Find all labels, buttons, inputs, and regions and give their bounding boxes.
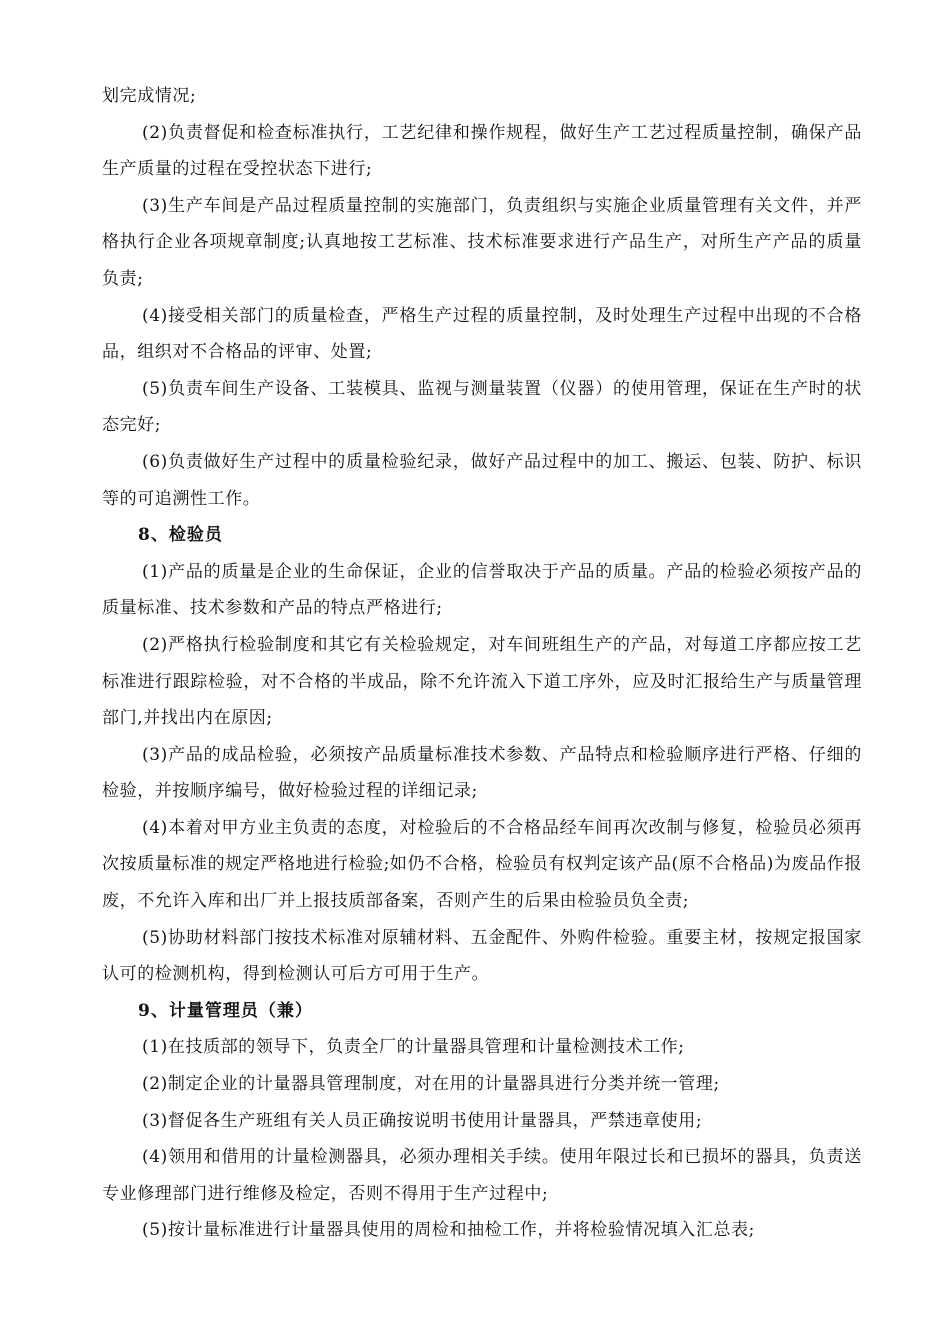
duty-8-1: (1)产品的质量是企业的生命保证，企业的信誉取决于产品的质量。产品的检验必须按产品的质量标准、技术参数和产品的特点严格进行;	[102, 561, 862, 619]
duty-8-4: (4)本着对甲方业主负责的态度，对检验后的不合格品经车间再次改制与修复，检验员必须再次按质量标准的规定严格地进行检验;如仍不合格，检验员有权判定该产品(原不合格品)为废品作报废，不允许入库和出厂并上报技质部备案，否则产生的后果由检验员负全责;	[102, 817, 862, 912]
continued-line: 划完成情况;	[102, 86, 197, 106]
duty-9-3: (3)督促各生产班组有关人员正确按说明书使用计量器具，严禁违章使用;	[142, 1110, 703, 1131]
duty-7-5: (5)负责车间生产设备、工装模具、监视与测量装置（仪器）的使用管理，保证在生产时的状态完好;	[102, 378, 862, 436]
duty-8-2: (2)严格执行检验制度和其它有关检验规定，对车间班组生产的产品，对每道工序都应按工艺标准进行跟踪检验，对不合格的半成品，除不允许流入下道工序外，应及时汇报给生产与质量管理部门,并找出内在原因;	[102, 634, 862, 729]
duty-7-4: (4)接受相关部门的质量检查，严格生产过程的质量控制，及时处理生产过程中出现的不合格品，组织对不合格品的评审、处置;	[102, 305, 862, 363]
document-body	[102, 78, 862, 1249]
duty-9-5: (5)按计量标准进行计量器具使用的周检和抽检工作，并将检验情况填入汇总表;	[142, 1220, 756, 1241]
section-heading-metrology: 9、计量管理员（兼）	[138, 1000, 313, 1021]
duty-7-6: (6)负责做好生产过程中的质量检验纪录，做好产品过程中的加工、搬运、包装、防护、标识等的可追溯性工作。	[102, 451, 862, 509]
duty-9-4: (4)领用和借用的计量检测器具，必须办理相关手续。使用年限过长和已损坏的器具，负责送专业修理部门进行维修及检定，否则不得用于生产过程中;	[102, 1147, 862, 1204]
section-heading-inspector: 8、检验员	[138, 525, 223, 546]
duty-7-3: (3)生产车间是产品过程质量控制的实施部门，负责组织与实施企业质量管理有关文件，并严格执行企业各项规章制度;认真地按工艺标准、技术标准要求进行产品生产，对所生产产品的质量负责;	[102, 195, 862, 289]
duty-8-3: (3)产品的成品检验，必须按产品质量标准技术参数、产品特点和检验顺序进行严格、仔细的检验，并按顺序编号，做好检验过程的详细记录;	[102, 744, 862, 802]
duty-9-2: (2)制定企业的计量器具管理制度，对在用的计量器具进行分类并统一管理;	[142, 1074, 720, 1095]
duty-7-2: (2)负责督促和检查标准执行，工艺纪律和操作规程，做好生产工艺过程质量控制，确保产品生产质量的过程在受控状态下进行;	[102, 122, 862, 180]
duty-9-1: (1)在技质部的领导下，负责全厂的计量器具管理和计量检测技术工作;	[142, 1037, 685, 1058]
duty-8-5: (5)协助材料部门按技术标准对原辅材料、五金配件、外购件检验。重要主材，按规定报国家认可的检测机构，得到检测认可后方可用于生产。	[102, 927, 862, 985]
